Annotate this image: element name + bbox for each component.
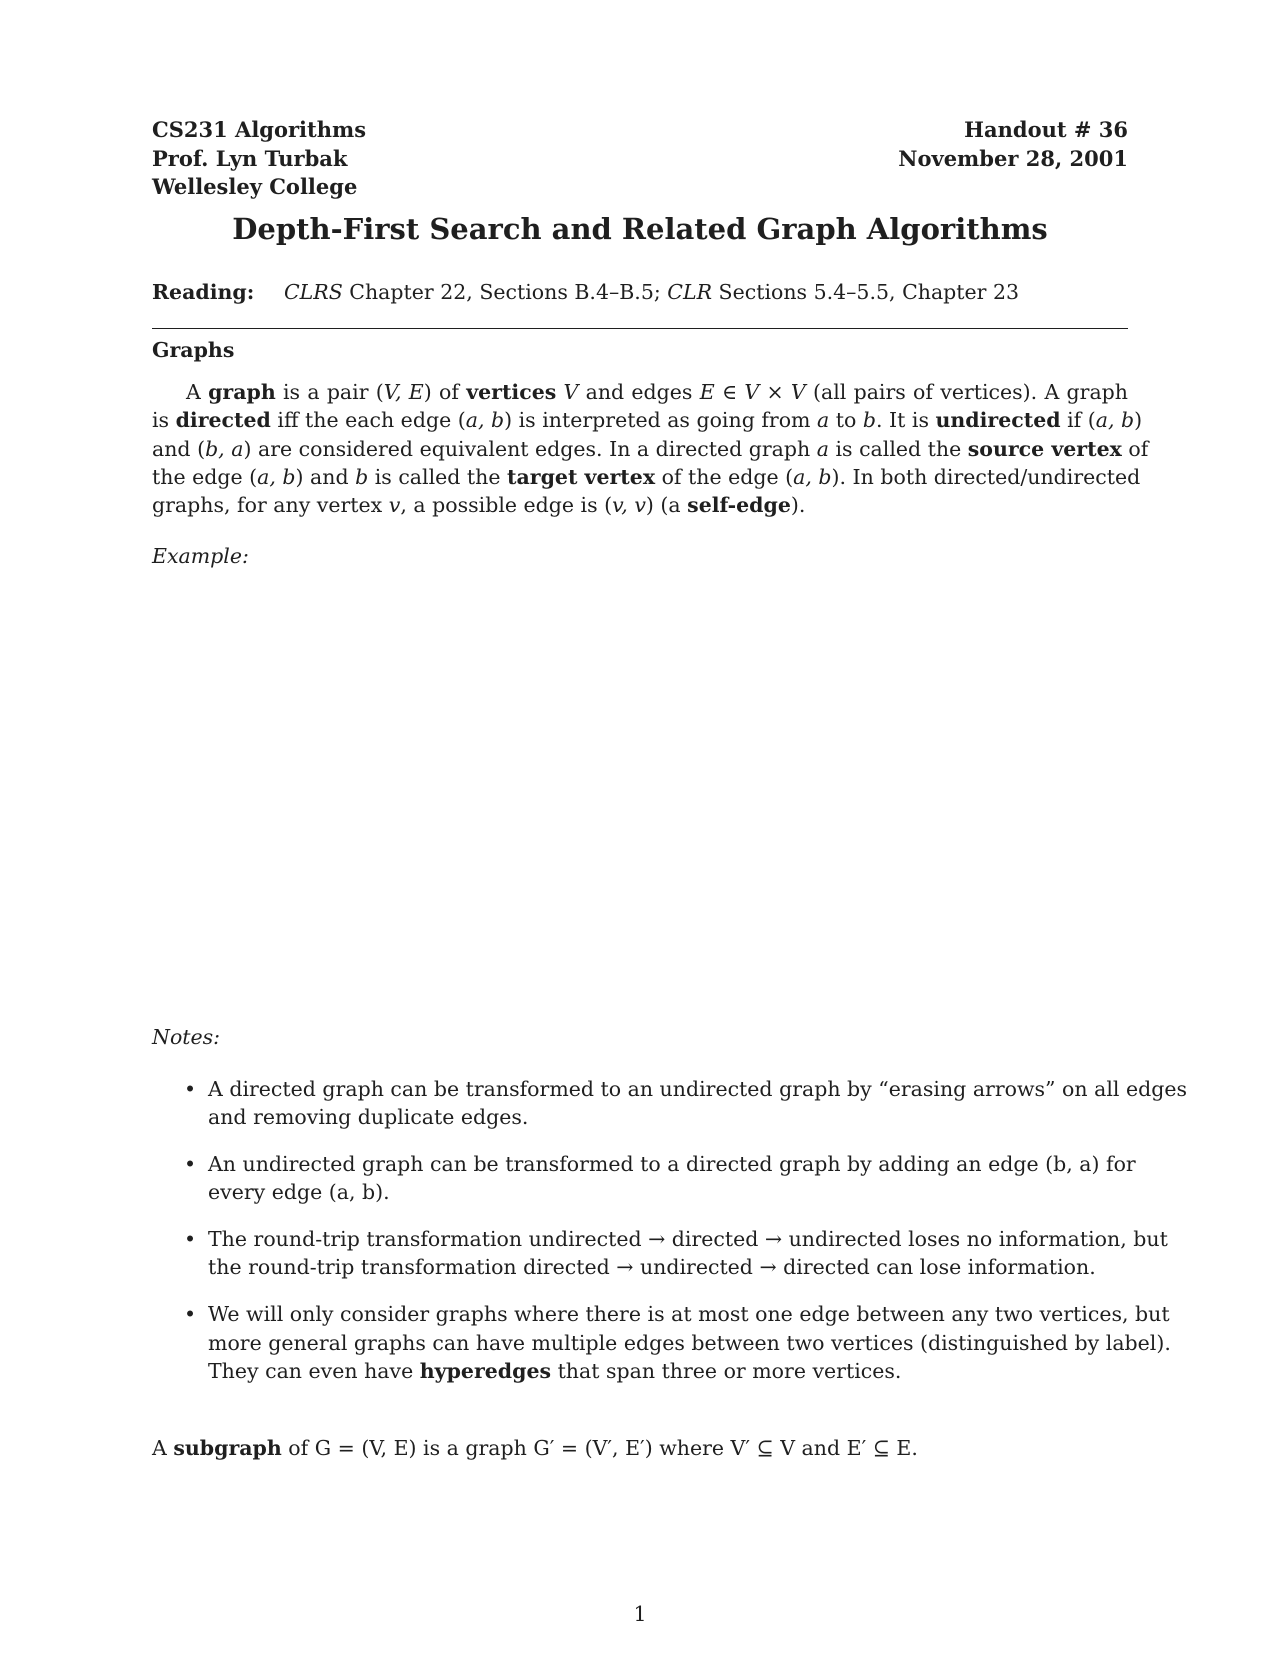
course-name: CS231 Algorithms <box>152 117 367 142</box>
term-target-vertex: target vertex <box>507 464 656 489</box>
section-heading: Graphs <box>152 338 235 362</box>
horizontal-rule <box>152 328 1128 329</box>
note-line: An undirected graph can be transformed to a directed graph by adding an edge (b, a) for <box>208 1152 1136 1177</box>
bullet-icon: • <box>184 1152 197 1177</box>
term-undirected: undirected <box>935 408 1061 433</box>
note-line: A directed graph can be transformed to an undirected graph by “erasing arrows” on all edges <box>208 1077 1187 1101</box>
term-graph: graph <box>208 380 276 404</box>
bullet-icon: • <box>184 1077 197 1101</box>
notes-label: Notes: <box>152 1025 221 1049</box>
list-item <box>152 1075 1187 1132</box>
paragraph-line: is directed iff the each edge (a, b) is interpreted as going from a to b. It is undirected if (a, b) <box>152 408 1143 433</box>
paragraph-line: graphs, for any vertex v, a possible edge is (v, v) (a self-edge). <box>152 493 806 518</box>
graph-definition-paragraph <box>152 378 1149 519</box>
paragraph-line: and (b, a) are considered equivalent edges. In a directed graph a is called the source vertex of <box>152 436 1149 461</box>
note-line: every edge (a, b). <box>208 1180 390 1205</box>
college-name: Wellesley College <box>152 174 358 199</box>
reading-clrs: CLRS <box>284 280 343 304</box>
subgraph-pre: A <box>152 1436 174 1460</box>
subgraph-post: of G = (V, E) is a graph G′ = (V′, E′) where V′ ⊆ V and E′ ⊆ E. <box>281 1436 918 1460</box>
note-line: We will only consider graphs where there is at most one edge between any two vertices, but <box>208 1302 1170 1327</box>
header-left <box>152 116 366 202</box>
example-label: Example: <box>152 544 249 568</box>
professor-name: Prof. Lyn Turbak <box>152 145 348 171</box>
list-item <box>152 1300 1171 1385</box>
page-title: Depth-First Search and Related Graph Algorithms <box>232 212 1048 246</box>
note-line: the round-trip transformation directed → undirected → directed can lose information. <box>208 1255 1096 1280</box>
note-line-post: that span three or more vertices. <box>551 1358 902 1383</box>
reading-clrs-text: Chapter 22, Sections B.4–B.5; <box>342 280 668 304</box>
note-line: more general graphs can have multiple edges between two vertices (distinguished by label). <box>208 1330 1171 1355</box>
reading-clr-text: Sections 5.4–5.5, Chapter 23 <box>712 280 1020 304</box>
subgraph-definition <box>152 1436 918 1460</box>
note-line: and removing duplicate edges. <box>208 1105 529 1130</box>
paragraph-line: the edge (a, b) and b is called the target vertex of the edge (a, b). In both directed/undirected <box>152 464 1141 489</box>
handout-number: Handout # 36 <box>964 117 1128 142</box>
reading-label: Reading: <box>152 280 255 304</box>
note-line-pre: They can even have <box>208 1358 420 1383</box>
list-item <box>152 1225 1168 1282</box>
list-item <box>152 1150 1136 1207</box>
page-number: 1 <box>633 1602 647 1626</box>
reading-line <box>152 280 1019 304</box>
note-line: The round-trip transformation undirected → directed → undirected loses no information, but <box>208 1227 1168 1252</box>
term-self-edge: self-edge <box>687 493 791 518</box>
term-hyperedges: hyperedges <box>419 1358 552 1383</box>
term-directed: directed <box>175 408 271 433</box>
term-subgraph: subgraph <box>173 1436 282 1460</box>
header-right <box>898 116 1128 173</box>
term-vertices: vertices <box>466 380 557 404</box>
notes-list <box>152 1075 1187 1404</box>
document-page <box>152 0 1187 1656</box>
reading-clr: CLR <box>667 280 713 304</box>
handout-date: November 28, 2001 <box>898 145 1128 171</box>
example-figure-area <box>152 580 1128 1000</box>
bullet-icon: • <box>184 1302 197 1327</box>
paragraph-line: A graph is a pair (V, E) of vertices V and edges E ∈ V × V (all pairs of vertices). A graph <box>186 380 1128 404</box>
term-source-vertex: source vertex <box>967 436 1122 461</box>
bullet-icon: • <box>184 1227 197 1252</box>
note-line <box>208 1357 1128 1385</box>
